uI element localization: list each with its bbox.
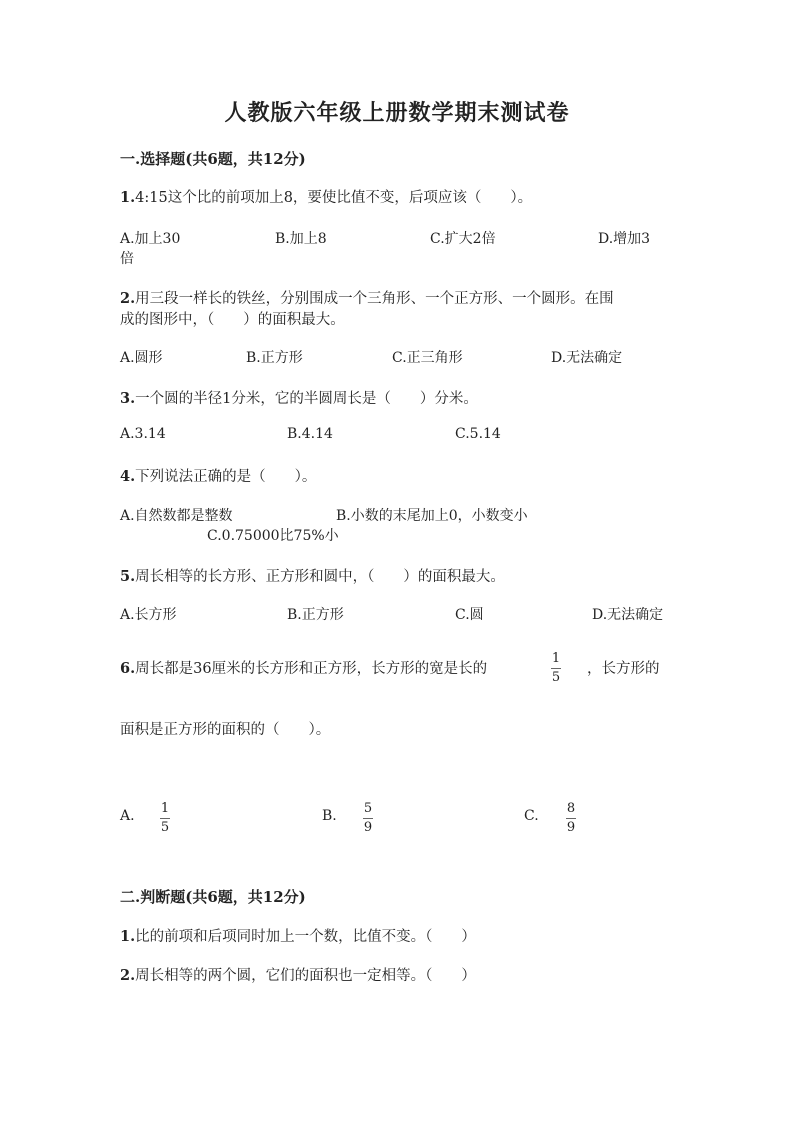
question-number: 1. bbox=[120, 928, 136, 945]
q5-option-d: D.无法确定 bbox=[592, 607, 664, 623]
q2-option-a: A.圆形 bbox=[120, 350, 163, 366]
fraction-denominator: 5 bbox=[551, 670, 561, 685]
q1-option-d: D.增加3 bbox=[598, 231, 651, 247]
q1-option-a: A.加上30 bbox=[120, 231, 181, 247]
page-title: 人教版六年级上册数学期末测试卷 bbox=[224, 100, 570, 126]
question-number: 5. bbox=[120, 568, 136, 585]
q2-option-b: B.正方形 bbox=[246, 350, 303, 366]
question-text: 用三段一样长的铁丝，分别围成一个三角形、一个正方形、一个圆形。在围 bbox=[135, 291, 614, 307]
fraction-denominator: 9 bbox=[363, 820, 373, 835]
q6-option-a-fraction bbox=[160, 802, 170, 835]
q6-option-a-label: A. bbox=[120, 808, 135, 824]
q6-option-c-fraction bbox=[566, 802, 576, 835]
question-2-line-2: 成的图形中，（ ）的面积最大。 bbox=[120, 312, 345, 328]
q5-option-c: C.圆 bbox=[455, 607, 484, 623]
fraction-bar bbox=[363, 818, 373, 819]
fraction-numerator: 1 bbox=[551, 651, 561, 666]
fraction-bar bbox=[551, 668, 561, 669]
q4-option-a: A.自然数都是整数 bbox=[120, 508, 233, 524]
judgement-1 bbox=[120, 925, 476, 946]
q3-option-a: A.3.14 bbox=[120, 426, 166, 442]
question-4 bbox=[120, 465, 316, 486]
question-text: 一个圆的半径1分米，它的半圆周长是（ ）分米。 bbox=[135, 391, 478, 407]
question-6 bbox=[120, 657, 487, 678]
q4-option-b: B.小数的末尾加上0，小数变小 bbox=[336, 508, 528, 524]
q1-option-b: B.加上8 bbox=[275, 231, 327, 247]
q3-option-c: C.5.14 bbox=[455, 426, 501, 442]
q2-option-d: D.无法确定 bbox=[551, 350, 623, 366]
fraction-denominator: 9 bbox=[566, 820, 576, 835]
q2-option-c: C.正三角形 bbox=[392, 350, 463, 366]
fraction-denominator: 5 bbox=[160, 820, 170, 835]
question-text: 比的前项和后项同时加上一个数，比值不变。（ ） bbox=[135, 929, 476, 945]
question-text: 4:15这个比的前项加上8，要使比值不变，后项应该（ ）。 bbox=[135, 190, 533, 206]
question-6-line-2: 面积是正方形的面积的（ ）。 bbox=[120, 722, 331, 738]
q3-option-b: B.4.14 bbox=[287, 426, 333, 442]
question-text: 下列说法正确的是（ ）。 bbox=[135, 469, 317, 485]
fraction-bar bbox=[566, 818, 576, 819]
q1-option-c: C.扩大2倍 bbox=[430, 231, 496, 247]
q6-option-c-label: C. bbox=[524, 808, 539, 824]
judgement-2 bbox=[120, 964, 476, 985]
question-6-text-end: ，长方形的 bbox=[587, 661, 660, 677]
section-heading-choice: 一.选择题(共6题，共12分) bbox=[120, 150, 306, 168]
fraction-numerator: 1 bbox=[160, 801, 170, 816]
section-heading-judgement: 二.判断题(共6题，共12分) bbox=[120, 888, 306, 906]
question-text: 周长都是36厘米的长方形和正方形，长方形的宽是长的 bbox=[135, 661, 488, 677]
question-number: 4. bbox=[120, 468, 136, 485]
question-3 bbox=[120, 387, 478, 408]
question-number: 1. bbox=[120, 189, 136, 206]
q6-option-b-label: B. bbox=[322, 808, 337, 824]
q5-option-a: A.长方形 bbox=[120, 607, 177, 623]
q1-option-d-wrap: 倍 bbox=[120, 251, 134, 267]
q5-option-b: B.正方形 bbox=[287, 607, 344, 623]
question-1 bbox=[120, 186, 532, 207]
fraction-numerator: 5 bbox=[363, 801, 373, 816]
fraction-bar bbox=[160, 818, 170, 819]
q6-fraction bbox=[551, 652, 561, 685]
question-text: 周长相等的长方形、正方形和圆中，（ ）的面积最大。 bbox=[135, 569, 505, 585]
question-number: 3. bbox=[120, 390, 136, 407]
q6-option-b-fraction bbox=[363, 802, 373, 835]
question-2 bbox=[120, 287, 614, 308]
question-number: 2. bbox=[120, 290, 136, 307]
question-number: 2. bbox=[120, 967, 136, 984]
q4-option-c: C.0.75000比75%小 bbox=[207, 528, 339, 544]
fraction-numerator: 8 bbox=[566, 801, 576, 816]
question-text: 周长相等的两个圆，它们的面积也一定相等。（ ） bbox=[135, 968, 476, 984]
question-5 bbox=[120, 565, 505, 586]
question-number: 6. bbox=[120, 660, 136, 677]
